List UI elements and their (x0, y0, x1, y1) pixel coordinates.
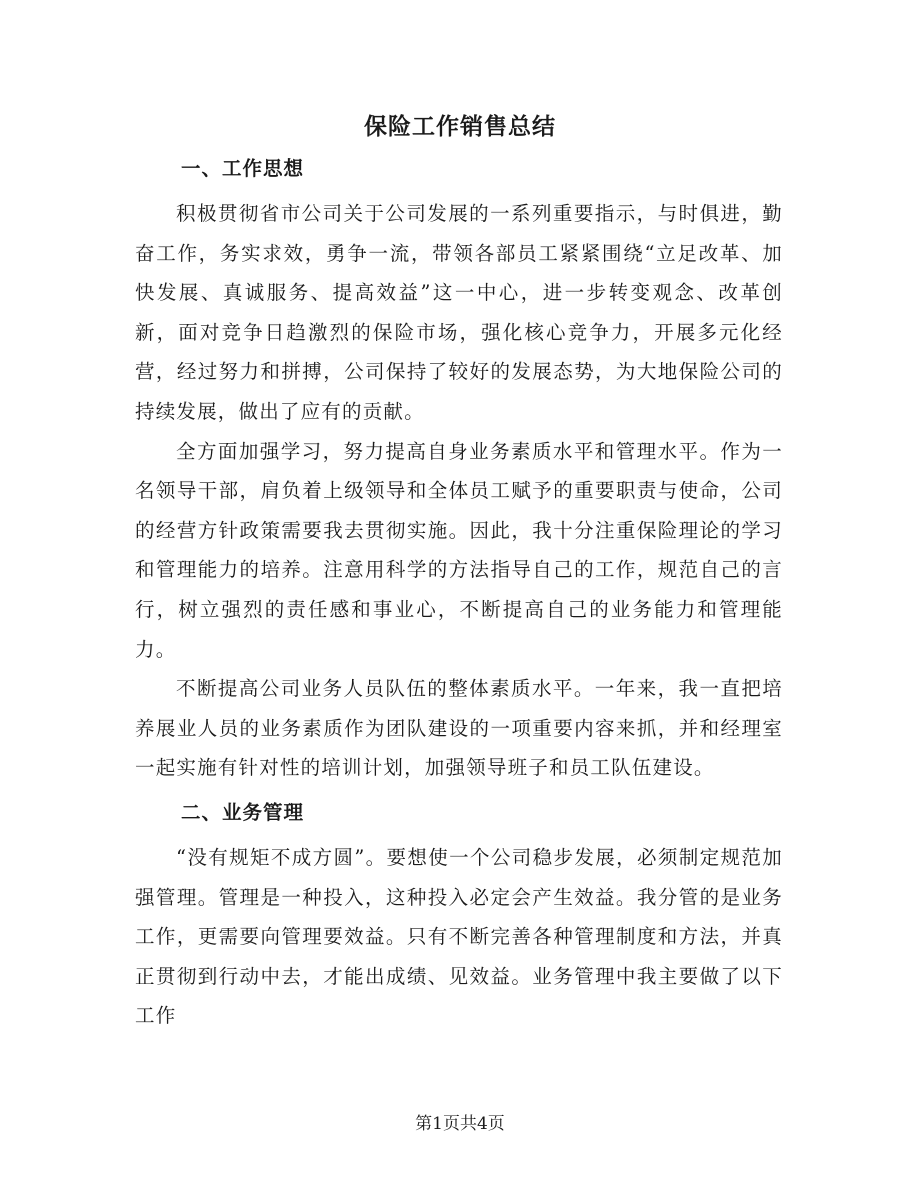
paragraph: 不断提高公司业务人员队伍的整体素质水平。一年来，我一直把培养展业人员的业务素质作为团队建设的一项重要内容来抓，并和经理室一起实施有针对性的培训计划，加强领导班子和员工队伍建设。 (135, 677, 783, 780)
paragraph: “没有规矩不成方圆”。要想使一个公司稳步发展，必须制定规范加强管理。管理是一种投入，这种投入必定会产生效益。我分管的是业务工作，更需要向管理要效益。只有不断完善各种管理制度和方法，并真正贯彻到行动中去，才能出成绩、见效益。业务管理中我主要做了以下工作 (135, 845, 783, 1028)
section-heading-business-management: 二、业务管理 (181, 800, 305, 824)
paragraph: 积极贯彻省市公司关于公司发展的一系列重要指示，与时俱进，勤奋工作，务实求效，勇争一流，带领各部员工紧紧围绕“立足改革、加快发展、真诚服务、提高效益”这一中心，进一步转变观念、改革创新，面对竞争日趋激烈的保险市场，强化核心竞争力，开展多元化经营，经过努力和拼搏，公司保持了较好的发展态势，为大地保险公司的持续发展，做出了应有的贡献。 (135, 202, 783, 423)
paragraph: 全方面加强学习，努力提高自身业务素质水平和管理水平。作为一名领导干部，肩负着上级领导和全体员工赋予的重要职责与使命，公司的经营方针政策需要我去贯彻实施。因此，我十分注重保险理论的学习和管理能力的培养。注意用科学的方法指导自己的工作，规范自己的言行，树立强烈的责任感和事业心，不断提高自己的业务能力和管理能力。 (135, 439, 783, 661)
section-heading-work-thought: 一、工作思想 (181, 157, 305, 180)
document-body (135, 150, 783, 1036)
document-title: 保险工作销售总结 (364, 113, 556, 140)
page-indicator: 第1页共4页 (415, 1114, 505, 1134)
